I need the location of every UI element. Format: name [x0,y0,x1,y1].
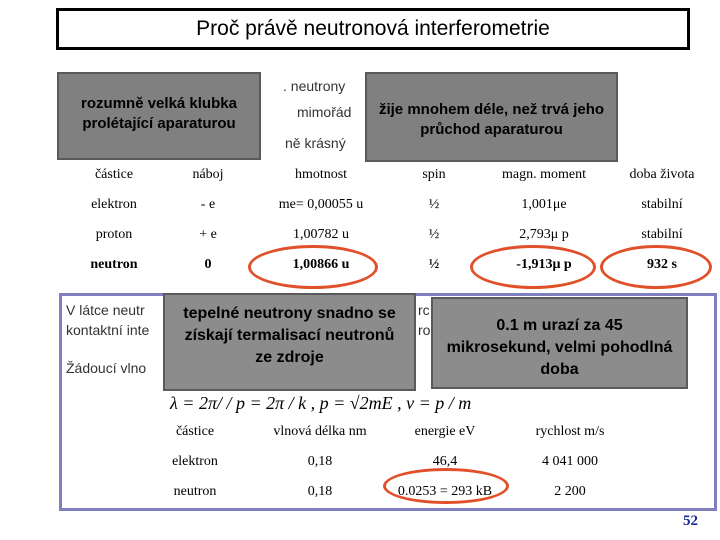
table-cell: 0.0253 = 293 kB [397,484,493,499]
table-cell: 1,001μe [521,197,567,212]
table-cell: 4 041 000 [542,454,598,469]
paragraph-line-2-tail: ro [418,322,431,338]
column-header: spin [422,167,446,182]
table-cell: -1,913μ p [516,257,572,272]
table-cell: neutron [173,484,217,499]
table-cell: 2,793μ p [519,227,569,242]
table-cell: 1,00866 u [292,257,350,272]
callout-travel-time: 0.1 m urazí za 45 mikrosekund, velmi pohodlná doba [431,297,688,389]
table-row [60,190,710,220]
table-cell: stabilní [641,227,683,242]
table-cell: 0 [204,257,212,272]
table-cell: neutron [90,257,138,272]
highlight-oval-neutron-mass [248,245,378,289]
background-text-2: mimořád [297,104,352,120]
table-cell: 0,18 [307,484,333,499]
table-cell: elektron [172,454,218,469]
table-cell: elektron [91,197,137,212]
table-cell: 0,18 [307,454,333,469]
column-header: vlnová délka nm [273,424,367,439]
highlight-oval-lifetime [600,245,712,289]
table-cell: 2 200 [554,484,586,499]
table-cell: 1,00782 u [293,227,349,242]
table-cell: - e [200,197,216,212]
highlight-oval-neutron-moment [470,245,596,289]
table-cell: ½ [428,257,440,272]
column-header: rychlost m/s [535,424,605,439]
table-cell: + e [199,227,217,242]
slide-title: Proč právě neutronová interferometrie [56,8,690,50]
callout-thermal-neutrons: tepelné neutrony snadno se získají termalisací neutronů ze zdroje [163,293,416,391]
table-row [130,447,630,477]
table-cell: me= 0,00055 u [278,197,364,212]
particle-table-header [60,160,710,190]
column-header: částice [94,167,134,182]
column-header: magn. moment [502,167,586,182]
column-header: hmotnost [294,167,348,182]
table-cell: ½ [428,227,440,242]
table-cell: 46,4 [432,454,458,469]
wave-table [130,417,630,507]
callout-size: rozumně velká klubka prolétající aparaturou [57,72,261,160]
table-row [130,477,630,507]
table-cell: ½ [428,197,440,212]
paragraph-line-3: Žádoucí vlno [66,360,147,376]
paragraph-line-1-tail: rc [418,302,430,318]
table-cell: 932 s [647,257,677,272]
wave-table-header [130,417,630,447]
paragraph-line-1: V látce neutr [66,302,145,318]
table-row [60,220,710,250]
column-header: energie eV [414,424,476,439]
formula: λ = 2π/ / p = 2π / k , p = √2mE , v = p / m [170,393,472,413]
page-number: 52 [683,513,698,529]
column-header: částice [175,424,215,439]
paragraph-line-2: kontaktní inte [66,322,150,338]
table-cell: stabilní [641,197,683,212]
background-text-3: ně krásný [285,135,346,151]
callout-lifetime: žije mnohem déle, než trvá jeho průchod aparaturou [365,72,618,162]
table-cell: proton [95,227,133,242]
column-header: náboj [192,167,224,182]
column-header: doba života [629,167,695,182]
background-text-1: . neutrony [283,78,346,94]
